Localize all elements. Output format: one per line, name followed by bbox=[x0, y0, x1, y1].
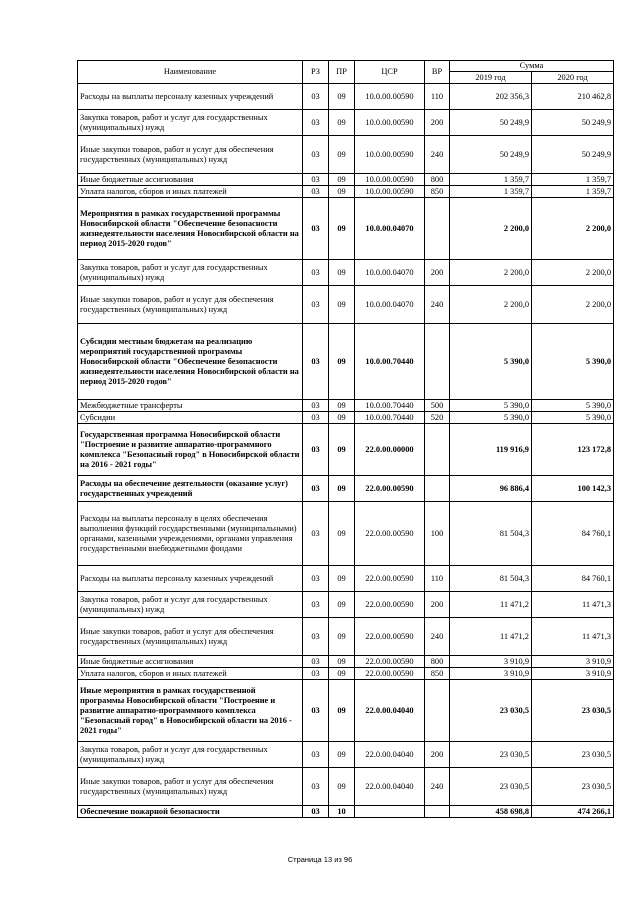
cell-rz: 03 bbox=[303, 136, 329, 174]
cell-2020: 123 172,8 bbox=[532, 424, 614, 476]
cell-2020: 3 910,9 bbox=[532, 668, 614, 680]
table-row bbox=[78, 174, 614, 186]
cell-2020: 11 471,3 bbox=[532, 618, 614, 656]
header-rz: РЗ bbox=[303, 61, 329, 84]
cell-2020: 5 390,0 bbox=[532, 400, 614, 412]
cell-csr: 22.0.00.00590 bbox=[355, 618, 425, 656]
cell-name: Субсидии bbox=[78, 412, 303, 424]
cell-2019: 23 030,5 bbox=[450, 768, 532, 806]
cell-csr: 22.0.00.00590 bbox=[355, 592, 425, 618]
cell-2020: 1 359,7 bbox=[532, 174, 614, 186]
cell-vr: 240 bbox=[425, 136, 450, 174]
table-row bbox=[78, 618, 614, 656]
cell-name: Уплата налогов, сборов и иных платежей bbox=[78, 668, 303, 680]
table-row bbox=[78, 286, 614, 324]
table-row bbox=[78, 424, 614, 476]
cell-pr: 09 bbox=[329, 110, 355, 136]
cell-vr: 850 bbox=[425, 186, 450, 198]
cell-csr bbox=[355, 806, 425, 818]
cell-2020: 11 471,3 bbox=[532, 592, 614, 618]
table-row bbox=[78, 806, 614, 818]
cell-rz: 03 bbox=[303, 502, 329, 566]
cell-rz: 03 bbox=[303, 84, 329, 110]
table-row bbox=[78, 186, 614, 198]
cell-vr: 110 bbox=[425, 566, 450, 592]
cell-2019: 3 910,9 bbox=[450, 656, 532, 668]
cell-2020: 84 760,1 bbox=[532, 502, 614, 566]
cell-vr bbox=[425, 476, 450, 502]
cell-2020: 50 249,9 bbox=[532, 136, 614, 174]
cell-pr: 09 bbox=[329, 186, 355, 198]
cell-csr: 22.0.00.00590 bbox=[355, 502, 425, 566]
cell-csr: 10.0.00.00590 bbox=[355, 84, 425, 110]
cell-rz: 03 bbox=[303, 656, 329, 668]
cell-rz: 03 bbox=[303, 110, 329, 136]
table-row bbox=[78, 110, 614, 136]
table-row bbox=[78, 656, 614, 668]
cell-2019: 5 390,0 bbox=[450, 412, 532, 424]
cell-rz: 03 bbox=[303, 668, 329, 680]
cell-csr: 22.0.00.04040 bbox=[355, 680, 425, 742]
cell-pr: 09 bbox=[329, 476, 355, 502]
cell-2019: 96 886,4 bbox=[450, 476, 532, 502]
cell-vr: 200 bbox=[425, 110, 450, 136]
cell-csr: 10.0.00.70440 bbox=[355, 324, 425, 400]
cell-csr: 22.0.00.04040 bbox=[355, 742, 425, 768]
cell-pr: 10 bbox=[329, 806, 355, 818]
cell-pr: 09 bbox=[329, 656, 355, 668]
table-row bbox=[78, 136, 614, 174]
cell-2020: 23 030,5 bbox=[532, 768, 614, 806]
budget-table bbox=[77, 60, 614, 818]
table-row bbox=[78, 592, 614, 618]
cell-csr: 22.0.00.00590 bbox=[355, 656, 425, 668]
cell-name: Иные бюджетные ассигнования bbox=[78, 656, 303, 668]
cell-csr: 10.0.00.00590 bbox=[355, 174, 425, 186]
cell-name: Иные закупки товаров, работ и услуг для обеспечения государственных (муниципальных) нужд bbox=[78, 136, 303, 174]
cell-pr: 09 bbox=[329, 286, 355, 324]
cell-2020: 1 359,7 bbox=[532, 186, 614, 198]
cell-rz: 03 bbox=[303, 324, 329, 400]
cell-rz: 03 bbox=[303, 566, 329, 592]
cell-2019: 119 916,9 bbox=[450, 424, 532, 476]
cell-2020: 84 760,1 bbox=[532, 566, 614, 592]
cell-csr: 22.0.00.00590 bbox=[355, 476, 425, 502]
cell-vr: 200 bbox=[425, 742, 450, 768]
cell-csr: 10.0.00.04070 bbox=[355, 198, 425, 260]
cell-2019: 81 504,3 bbox=[450, 502, 532, 566]
cell-2020: 50 249,9 bbox=[532, 110, 614, 136]
cell-pr: 09 bbox=[329, 260, 355, 286]
table-row bbox=[78, 566, 614, 592]
cell-name: Расходы на выплаты персоналу казенных учреждений bbox=[78, 566, 303, 592]
cell-vr: 200 bbox=[425, 260, 450, 286]
table-row bbox=[78, 260, 614, 286]
cell-csr: 22.0.00.00000 bbox=[355, 424, 425, 476]
cell-pr: 09 bbox=[329, 424, 355, 476]
header-2020: 2020 год bbox=[532, 72, 614, 84]
cell-vr bbox=[425, 324, 450, 400]
table-row bbox=[78, 742, 614, 768]
cell-csr: 10.0.00.00590 bbox=[355, 110, 425, 136]
header-sum: Сумма bbox=[450, 61, 614, 72]
cell-2019: 81 504,3 bbox=[450, 566, 532, 592]
table-row bbox=[78, 680, 614, 742]
cell-2019: 50 249,9 bbox=[450, 136, 532, 174]
cell-2020: 23 030,5 bbox=[532, 742, 614, 768]
cell-vr: 520 bbox=[425, 412, 450, 424]
cell-2019: 50 249,9 bbox=[450, 110, 532, 136]
cell-csr: 22.0.00.00590 bbox=[355, 566, 425, 592]
cell-2020: 5 390,0 bbox=[532, 412, 614, 424]
cell-pr: 09 bbox=[329, 566, 355, 592]
cell-2019: 23 030,5 bbox=[450, 742, 532, 768]
cell-rz: 03 bbox=[303, 680, 329, 742]
cell-2019: 202 356,3 bbox=[450, 84, 532, 110]
cell-pr: 09 bbox=[329, 768, 355, 806]
cell-vr: 500 bbox=[425, 400, 450, 412]
cell-2019: 2 200,0 bbox=[450, 286, 532, 324]
cell-rz: 03 bbox=[303, 742, 329, 768]
cell-2019: 1 359,7 bbox=[450, 174, 532, 186]
cell-vr bbox=[425, 680, 450, 742]
cell-rz: 03 bbox=[303, 412, 329, 424]
cell-name: Обеспечение пожарной безопасности bbox=[78, 806, 303, 818]
cell-csr: 10.0.00.04070 bbox=[355, 286, 425, 324]
cell-pr: 09 bbox=[329, 198, 355, 260]
cell-rz: 03 bbox=[303, 768, 329, 806]
cell-2020: 474 266,1 bbox=[532, 806, 614, 818]
table-row bbox=[78, 412, 614, 424]
cell-name: Закупка товаров, работ и услуг для государственных (муниципальных) нужд bbox=[78, 742, 303, 768]
cell-vr: 200 bbox=[425, 592, 450, 618]
cell-pr: 09 bbox=[329, 324, 355, 400]
cell-pr: 09 bbox=[329, 668, 355, 680]
table-row bbox=[78, 84, 614, 110]
cell-name: Иные закупки товаров, работ и услуг для обеспечения государственных (муниципальных) нужд bbox=[78, 286, 303, 324]
cell-name: Закупка товаров, работ и услуг для государственных (муниципальных) нужд bbox=[78, 592, 303, 618]
cell-csr: 10.0.00.70440 bbox=[355, 400, 425, 412]
cell-name: Расходы на обеспечение деятельности (оказание услуг) государственных учреждений bbox=[78, 476, 303, 502]
cell-vr bbox=[425, 198, 450, 260]
cell-pr: 09 bbox=[329, 618, 355, 656]
cell-2019: 2 200,0 bbox=[450, 260, 532, 286]
cell-name: Закупка товаров, работ и услуг для государственных (муниципальных) нужд bbox=[78, 260, 303, 286]
cell-rz: 03 bbox=[303, 286, 329, 324]
cell-vr: 800 bbox=[425, 656, 450, 668]
cell-pr: 09 bbox=[329, 174, 355, 186]
cell-vr: 110 bbox=[425, 84, 450, 110]
cell-2019: 1 359,7 bbox=[450, 186, 532, 198]
cell-rz: 03 bbox=[303, 400, 329, 412]
cell-rz: 03 bbox=[303, 198, 329, 260]
cell-rz: 03 bbox=[303, 476, 329, 502]
cell-pr: 09 bbox=[329, 502, 355, 566]
header-csr: ЦСР bbox=[355, 61, 425, 84]
cell-name: Расходы на выплаты персоналу казенных учреждений bbox=[78, 84, 303, 110]
cell-2019: 2 200,0 bbox=[450, 198, 532, 260]
cell-name: Расходы на выплаты персоналу в целях обеспечения выполнения функций государственными (муниципальными) органами, казенными учреждениями, органами управления государственными внебюджетными фондами bbox=[78, 502, 303, 566]
cell-name: Уплата налогов, сборов и иных платежей bbox=[78, 186, 303, 198]
table-row bbox=[78, 668, 614, 680]
cell-pr: 09 bbox=[329, 680, 355, 742]
table-row bbox=[78, 324, 614, 400]
header-2019: 2019 год bbox=[450, 72, 532, 84]
table-row bbox=[78, 502, 614, 566]
cell-vr bbox=[425, 806, 450, 818]
cell-pr: 09 bbox=[329, 412, 355, 424]
cell-name: Государственная программа Новосибирской области "Построение и развитие аппаратно-программного комплекса "Безопасный город" в Новосибирской области на 2016 - 2021 годы" bbox=[78, 424, 303, 476]
header-pr: ПР bbox=[329, 61, 355, 84]
cell-name: Иные бюджетные ассигнования bbox=[78, 174, 303, 186]
cell-2020: 2 200,0 bbox=[532, 286, 614, 324]
cell-2020: 2 200,0 bbox=[532, 198, 614, 260]
cell-csr: 10.0.00.00590 bbox=[355, 136, 425, 174]
cell-pr: 09 bbox=[329, 742, 355, 768]
cell-vr: 850 bbox=[425, 668, 450, 680]
cell-vr: 100 bbox=[425, 502, 450, 566]
cell-2019: 458 698,8 bbox=[450, 806, 532, 818]
cell-2019: 5 390,0 bbox=[450, 324, 532, 400]
cell-vr: 240 bbox=[425, 618, 450, 656]
cell-2019: 11 471,2 bbox=[450, 618, 532, 656]
table-row bbox=[78, 476, 614, 502]
cell-name: Межбюджетные трансферты bbox=[78, 400, 303, 412]
cell-2019: 5 390,0 bbox=[450, 400, 532, 412]
cell-pr: 09 bbox=[329, 400, 355, 412]
cell-2020: 3 910,9 bbox=[532, 656, 614, 668]
cell-vr bbox=[425, 424, 450, 476]
cell-rz: 03 bbox=[303, 260, 329, 286]
cell-name: Иные мероприятия в рамках государственной программы Новосибирской области "Построение и развитие аппаратно-программного комплекса "Безопасный город" в Новосибирской области на 2016 - 2021 годы" bbox=[78, 680, 303, 742]
cell-2019: 23 030,5 bbox=[450, 680, 532, 742]
cell-2020: 5 390,0 bbox=[532, 324, 614, 400]
cell-name: Иные закупки товаров, работ и услуг для обеспечения государственных (муниципальных) нужд bbox=[78, 618, 303, 656]
cell-2020: 210 462,8 bbox=[532, 84, 614, 110]
cell-csr: 10.0.00.00590 bbox=[355, 186, 425, 198]
cell-csr: 22.0.00.00590 bbox=[355, 668, 425, 680]
cell-rz: 03 bbox=[303, 186, 329, 198]
cell-csr: 10.0.00.04070 bbox=[355, 260, 425, 286]
table-row bbox=[78, 198, 614, 260]
cell-2019: 3 910,9 bbox=[450, 668, 532, 680]
cell-rz: 03 bbox=[303, 806, 329, 818]
cell-2019: 11 471,2 bbox=[450, 592, 532, 618]
header-vr: ВР bbox=[425, 61, 450, 84]
cell-name: Закупка товаров, работ и услуг для государственных (муниципальных) нужд bbox=[78, 110, 303, 136]
page-number: Страница 13 из 96 bbox=[287, 855, 353, 864]
cell-2020: 100 142,3 bbox=[532, 476, 614, 502]
cell-name: Субсидии местным бюджетам на реализацию мероприятий государственной программы Новосибирской области "Обеспечение безопасности жизнедеятельности населения Новосибирской области на период 2015-2020 годов" bbox=[78, 324, 303, 400]
cell-csr: 10.0.00.70440 bbox=[355, 412, 425, 424]
cell-vr: 800 bbox=[425, 174, 450, 186]
cell-rz: 03 bbox=[303, 592, 329, 618]
cell-rz: 03 bbox=[303, 174, 329, 186]
cell-name: Мероприятия в рамках государственной программы Новосибирской области "Обеспечение безопасности жизнедеятельности населения Новосибирской области на период 2015-2020 годов" bbox=[78, 198, 303, 260]
cell-pr: 09 bbox=[329, 136, 355, 174]
cell-name: Иные закупки товаров, работ и услуг для обеспечения государственных (муниципальных) нужд bbox=[78, 768, 303, 806]
cell-pr: 09 bbox=[329, 592, 355, 618]
cell-vr: 240 bbox=[425, 768, 450, 806]
header-name: Наименование bbox=[78, 61, 303, 84]
cell-csr: 22.0.00.04040 bbox=[355, 768, 425, 806]
table-row bbox=[78, 768, 614, 806]
cell-2020: 23 030,5 bbox=[532, 680, 614, 742]
table-row bbox=[78, 400, 614, 412]
cell-pr: 09 bbox=[329, 84, 355, 110]
cell-vr: 240 bbox=[425, 286, 450, 324]
cell-2020: 2 200,0 bbox=[532, 260, 614, 286]
cell-rz: 03 bbox=[303, 424, 329, 476]
cell-rz: 03 bbox=[303, 618, 329, 656]
